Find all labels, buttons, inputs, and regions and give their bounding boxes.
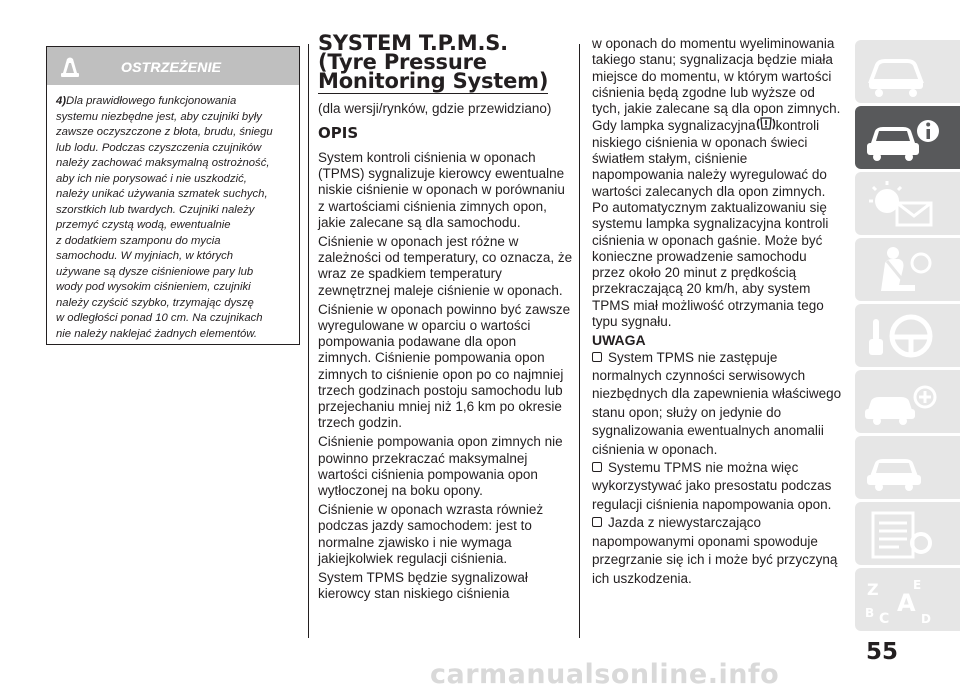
- svg-text:A: A: [897, 589, 916, 617]
- car-dashboard-icon: [863, 47, 939, 97]
- warning-text: Dla prawidłowego funkcjonowania systemu niezbędne jest, aby czujniki były zawsze oczyszczone z błota, brudu, śniegu lub lodu. Podczas czyszczenia czujników należy zachować maksymalną ostrożność, aby ich nie porysować i nie uszkodzić, należy unikać używania szmatek suchych, szorstkich lub twardych. Czujniki należy przemyć czystą wodą, ewentualnie z dodatkiem szamponu do mycia samochodu. W myjniach, w których używane są dysze ciśnieniowe pary lub wody pod wysokim ciśnieniem, czujniki należy czyścić szybko, trzymając dyszę w odległości ponad 10 cm. Na czujnikach nie należy naklejać żadnych elementów.: [56, 95, 273, 340]
- bullet-icon: [592, 462, 602, 472]
- tab-car-info[interactable]: [855, 106, 960, 169]
- svg-text:B: B: [865, 606, 875, 620]
- tab-index[interactable]: [855, 568, 960, 631]
- note-text: Jazda z niewystarczająco napompowanymi oponami spowoduje przegrzanie się ich i może być przyczyną ich uszkodzenia.: [592, 515, 838, 586]
- index-az-icon: [863, 575, 939, 625]
- tab-emergency[interactable]: [855, 370, 960, 433]
- paragraph: System kontroli ciśnienia w oponach (TPMS) sygnalizuje kierowcy ewentualne niskie ciśnienie w oponach w porównaniu z wartościami ciśnienia zimnych opon, jakie zalecane są dla samochodu.: [318, 150, 565, 230]
- note-text: Systemu TPMS nie można więc wykorzystywać jako presostatu podczas regulacji ciśnienia napompowania opon.: [592, 460, 832, 512]
- warning-lights-icon: [863, 179, 939, 229]
- car-info-icon: [863, 113, 939, 163]
- tab-maintenance[interactable]: [855, 436, 960, 499]
- warning-box: [46, 46, 300, 345]
- watermark: carmanualsonline.info: [430, 659, 780, 690]
- technical-data-icon: [863, 509, 939, 559]
- note-heading: UWAGA: [592, 332, 646, 349]
- section-subtitle: (dla wersji/rynków, gdzie przewidziano): [318, 101, 552, 116]
- section-title: SYSTEM T.P.M.S. (Tyre Pressure Monitoring System): [318, 31, 549, 93]
- note-text: System TPMS nie zastępuje normalnych czynności serwisowych niezbędnych dla zapewnienia właściwego stanu opon; służy on jedynie do sygnalizowania ewentualnych anomalii ciśnienia w oponach.: [592, 349, 842, 457]
- emergency-icon: [863, 377, 939, 427]
- note-number: 4): [56, 95, 67, 107]
- tab-dashboard[interactable]: [855, 40, 960, 103]
- paragraph-text: kontroli niskiego ciśnienia w oponach świeci światłem stałym, ciśnienie napompowania należy wyregulować do wartości zalecanych dla opon zimnych. Po automatycznym zaktualizowaniu się systemu lampka sygnalizacyjna kontroli ciśnienia w oponach gaśnie. Może być konieczne prowadzenie samochodu przez około 20 minut z prędkością przekraczającą 20 km/h, aby system TPMS miał możliwość otrzymania tego typu sygnału.: [592, 118, 829, 330]
- warning-header: [47, 47, 299, 85]
- warning-text-block: [47, 85, 299, 342]
- section-heading: OPIS: [318, 124, 359, 142]
- continued-paragraph: [592, 36, 842, 330]
- paragraph: System TPMS będzie sygnalizował kierowcy stan niskiego ciśnienia: [318, 570, 528, 602]
- bullet-icon: [592, 517, 602, 527]
- paragraph: Ciśnienie w oponach wzrasta również podczas jazdy samochodem: jest to normalne zjawisko i nie wymaga jakiejkolwiek regulacji ciśnienia.: [318, 502, 544, 566]
- svg-text:E: E: [913, 578, 922, 592]
- note-item: [592, 459, 842, 514]
- paragraph: Ciśnienie w oponach powinno być zawsze wyregulowane w oparciu o wartości pompowania podawane dla opon zimnych. Ciśnienie pompowania opon zimnych to ciśnienie opon po co najmniej trzech godzinach postoju samochodu lub przejechaniu mniej niż 1,6 km po okresie trzech godzin.: [318, 301, 571, 431]
- steering-wheel-icon: [863, 311, 939, 361]
- right-column: [592, 36, 842, 588]
- main-column: [318, 31, 573, 605]
- column-divider: [579, 44, 580, 638]
- paragraph: Ciśnienie w oponach jest różne w zależności od temperatury, co oznacza, że wraz ze spadkiem temperatury zewnętrznej maleje ciśnienie w oponach.: [318, 234, 573, 298]
- bullet-icon: [592, 352, 602, 362]
- column-divider: [308, 44, 309, 638]
- tab-safety[interactable]: [855, 238, 960, 301]
- car-maintenance-icon: [863, 443, 939, 493]
- paragraph-text: w oponach do momentu wyeliminowania takiego stanu; sygnalizacja będzie miała miejsce do momentu, w którym wartości ciśnienia będą zgodne lub wyższe od tych, jakie zalecane są dla opon zimnych. Gdy lampka sygnalizacyjna: [592, 36, 841, 134]
- seat-safety-icon: [863, 245, 939, 295]
- svg-text:D: D: [921, 612, 931, 625]
- tab-warning-lights[interactable]: [855, 172, 960, 235]
- tpms-warning-icon: [756, 117, 776, 131]
- warning-title: OSTRZEŻENIE: [121, 59, 222, 75]
- page-number: 55: [866, 639, 899, 665]
- svg-text:C: C: [879, 611, 890, 625]
- tab-technical-data[interactable]: [855, 502, 960, 565]
- paragraph: Ciśnienie pompowania opon zimnych nie powinno przekraczać maksymalnej wartości ciśnienia pompowania opon wytłoczonej na boku opony.: [318, 434, 563, 499]
- svg-text:Z: Z: [867, 580, 879, 599]
- note-item: [592, 514, 842, 588]
- car-warning-icon: [57, 51, 83, 81]
- note-item: [592, 349, 842, 459]
- tab-driving[interactable]: [855, 304, 960, 367]
